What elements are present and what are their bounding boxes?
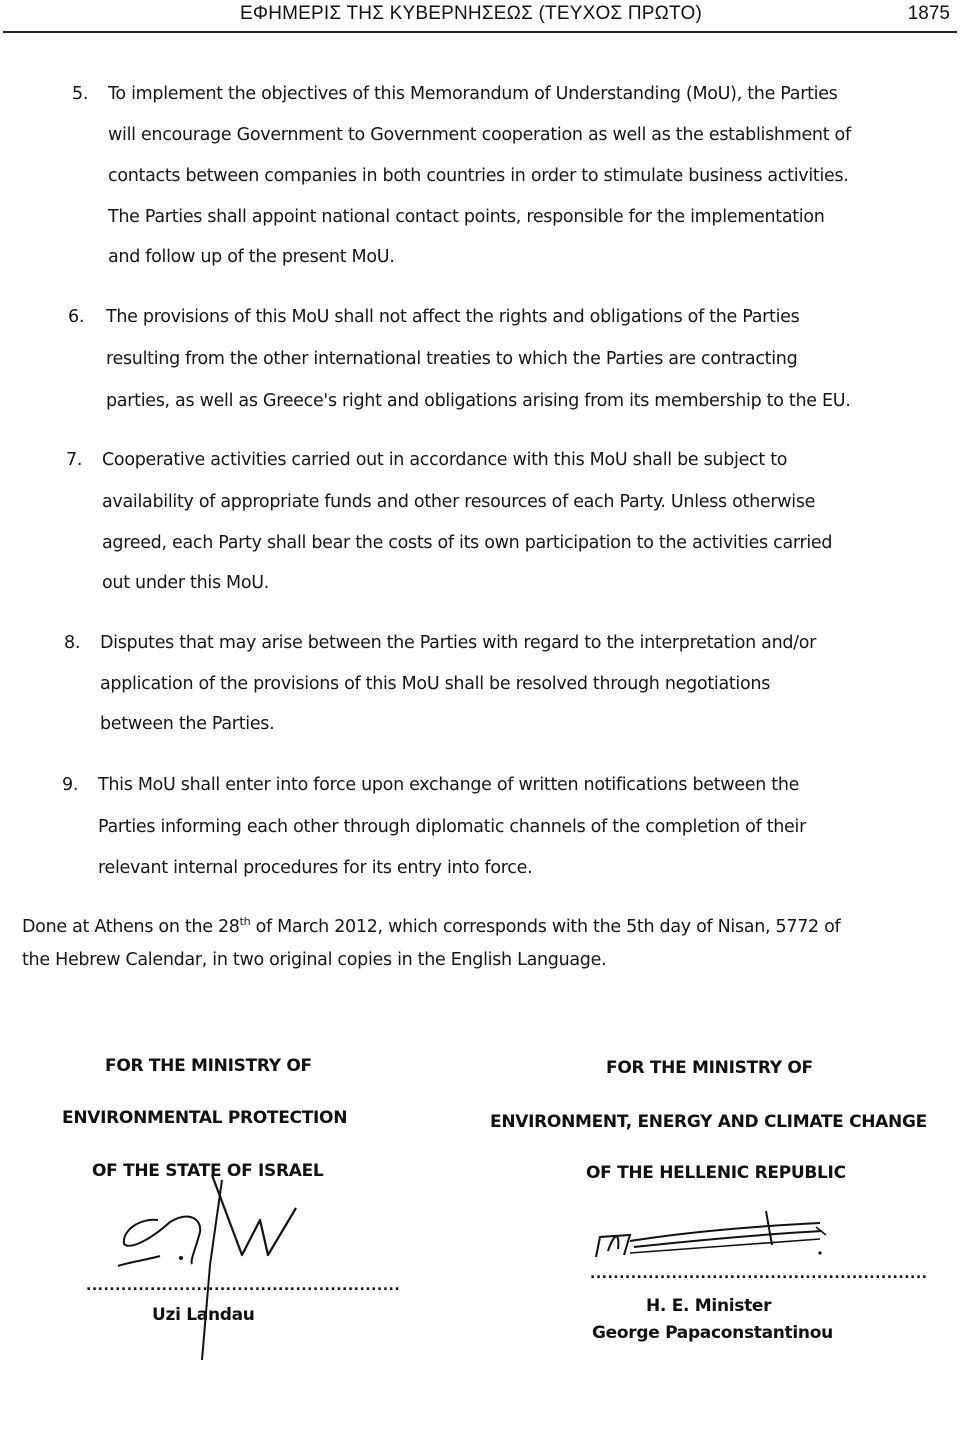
paragraph-number: 8. bbox=[64, 633, 81, 653]
signature-israel bbox=[110, 1170, 310, 1370]
paragraph-line: This MoU shall enter into force upon exchange of written notifications between the bbox=[98, 775, 800, 795]
paragraph-line: Cooperative activities carried out in accordance with this MoU shall be subject to bbox=[102, 450, 788, 470]
paragraph-line: relevant internal procedures for its entry into force. bbox=[98, 858, 533, 878]
signature-dotted-line: ...................................................... bbox=[86, 1278, 401, 1294]
closing-line-1 bbox=[22, 915, 840, 937]
signatory-heading: ENVIRONMENT, ENERGY AND CLIMATE CHANGE bbox=[490, 1112, 927, 1132]
paragraph-line: Disputes that may arise between the Parties with regard to the interpretation and/or bbox=[100, 633, 817, 653]
signatory-heading: FOR THE MINISTRY OF bbox=[606, 1058, 813, 1078]
paragraph-line: and follow up of the present MoU. bbox=[108, 247, 395, 267]
paragraph-line: resulting from the other international treaties to which the Parties are contracting bbox=[106, 349, 798, 369]
paragraph-number: 7. bbox=[66, 450, 83, 470]
closing-date-text: Done at Athens on the 28 bbox=[22, 916, 240, 937]
signature-dotted-line: .......................................................... bbox=[590, 1266, 928, 1282]
signatory-name: George Papaconstantinou bbox=[592, 1323, 833, 1343]
closing-line-2: the Hebrew Calendar, in two original copies in the English Language. bbox=[22, 950, 607, 970]
paragraph-line: The provisions of this MoU shall not affect the rights and obligations of the Parties bbox=[106, 307, 800, 327]
paragraph-line: contacts between companies in both countries in order to stimulate business activities. bbox=[108, 166, 849, 186]
paragraph-number: 9. bbox=[62, 775, 79, 795]
paragraph-line: application of the provisions of this MoU shall be resolved through negotiations bbox=[100, 674, 771, 694]
paragraph-line: availability of appropriate funds and other resources of each Party. Unless otherwise bbox=[102, 492, 816, 512]
paragraph-line: The Parties shall appoint national contact points, responsible for the implementation bbox=[108, 207, 825, 227]
paragraph-line: To implement the objectives of this Memorandum of Understanding (MoU), the Parties bbox=[108, 84, 838, 104]
paragraph-number: 6. bbox=[68, 307, 85, 327]
signatory-heading: FOR THE MINISTRY OF bbox=[105, 1056, 312, 1076]
signatory-heading: OF THE HELLENIC REPUBLIC bbox=[586, 1163, 846, 1183]
signatory-heading: ENVIRONMENTAL PROTECTION bbox=[62, 1108, 348, 1128]
paragraph-line: agreed, each Party shall bear the costs of its own participation to the activities carried bbox=[102, 533, 833, 553]
paragraph-line: Parties informing each other through diplomatic channels of the completion of their bbox=[98, 817, 806, 837]
page-number: 1875 bbox=[907, 3, 950, 24]
signatory-title: H. E. Minister bbox=[646, 1296, 772, 1316]
paragraph-number: 5. bbox=[72, 84, 89, 104]
signatory-name: Uzi Landau bbox=[152, 1305, 255, 1325]
closing-date-rest: of March 2012, which corresponds with the 5th day of Nisan, 5772 of bbox=[250, 916, 841, 937]
paragraph-line: out under this MoU. bbox=[102, 573, 270, 593]
page-header bbox=[0, 0, 960, 34]
header-divider bbox=[3, 31, 957, 33]
signatory-heading: OF THE STATE OF ISRAEL bbox=[92, 1161, 324, 1181]
signature-greece bbox=[590, 1205, 840, 1265]
gazette-title: ΕΦΗΜΕΡΙΣ ΤΗΣ ΚΥΒΕΡΝΗΣΕΩΣ (ΤΕΥΧΟΣ ΠΡΩΤΟ) bbox=[240, 3, 703, 24]
paragraph-line: parties, as well as Greece's right and obligations arising from its membership to the EU. bbox=[106, 391, 851, 411]
ordinal-suffix: th bbox=[239, 915, 251, 928]
paragraph-line: between the Parties. bbox=[100, 714, 275, 734]
paragraph-line: will encourage Government to Government cooperation as well as the establishment of bbox=[108, 125, 851, 145]
